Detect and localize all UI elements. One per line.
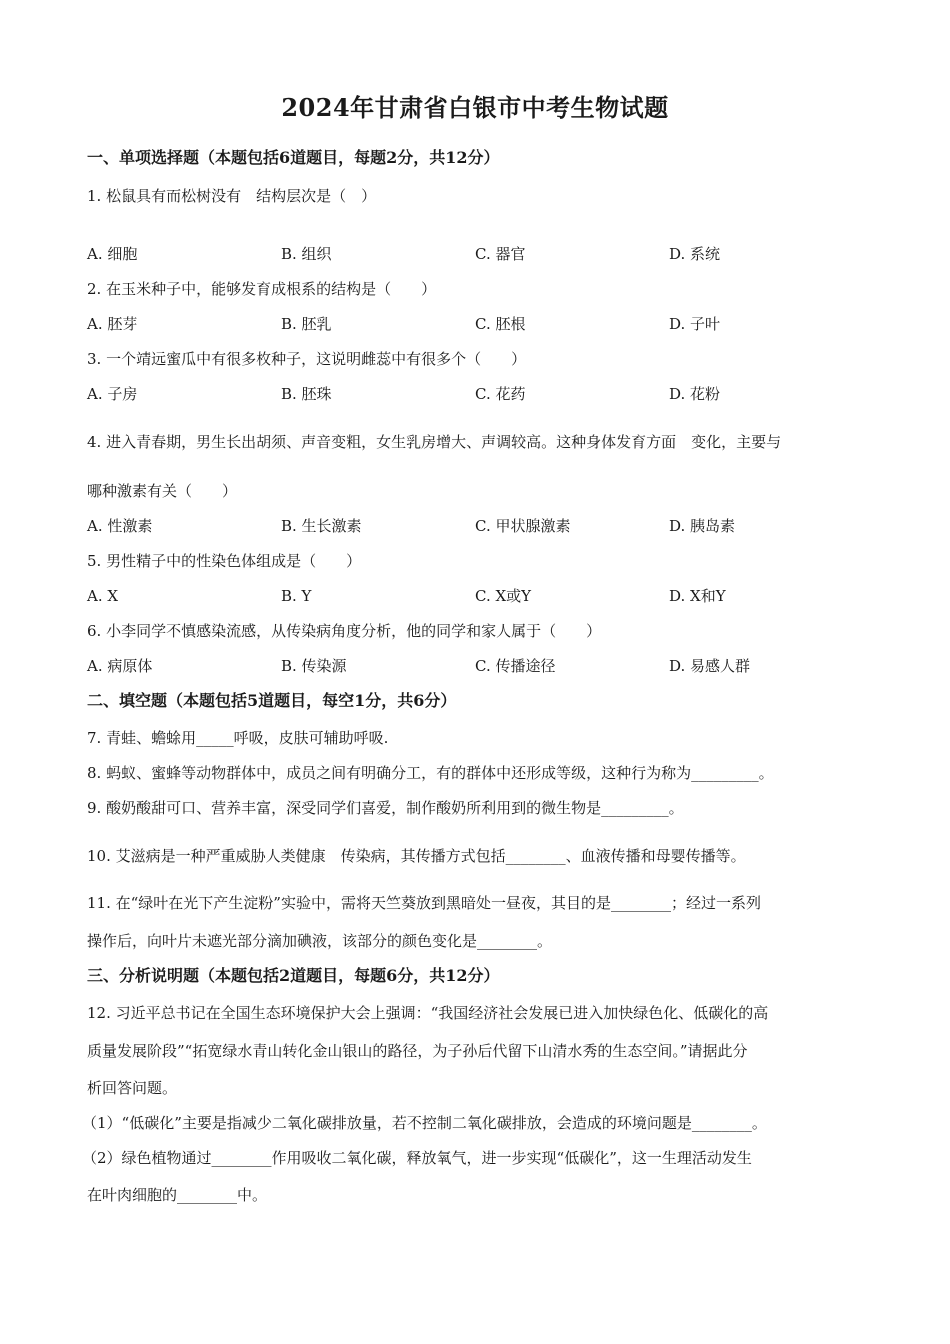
q2-option-c: C. 胚根 [475, 315, 526, 333]
question-11-line-1: 11. 在“绿叶在光下产生淀粉”实验中，需将天竺葵放到黑暗处一昼夜，其目的是________；经过一系列 [87, 894, 761, 912]
q6-option-c: C. 传播途径 [475, 657, 556, 675]
q4-option-a: A. 性激素 [87, 517, 153, 535]
q6-option-d: D. 易感人群 [669, 657, 751, 675]
q1-option-a: A. 细胞 [87, 245, 138, 263]
question-7: 7. 青蛙、蟾蜍用_____呼吸，皮肤可辅助呼吸. [87, 729, 389, 747]
q5-option-c: C. X或Y [475, 587, 532, 605]
q4-option-d: D. 胰岛素 [669, 517, 736, 535]
q2-option-a: A. 胚芽 [87, 315, 138, 333]
q5-option-b: B. Y [281, 587, 312, 605]
question-5-stem: 5. 男性精子中的性染色体组成是（ ） [87, 552, 362, 570]
page-title: 2024年甘肃省白银市中考生物试题 [281, 93, 669, 122]
question-1-stem: 1. 松鼠具有而松树没有 结构层次是（ ） [87, 187, 377, 205]
question-12-line-2: 质量发展阶段”“拓宽绿水青山转化金山银山的路径，为子孙后代留下山清水秀的生态空间。”请据此分 [87, 1042, 748, 1060]
question-4-stem-line-1: 4. 进入青春期，男生长出胡须、声音变粗，女生乳房增大、声调较高。这种身体发育方面 变化，主要与 [87, 433, 782, 451]
q3-option-b: B. 胚珠 [281, 385, 332, 403]
question-2-stem: 2. 在玉米种子中，能够发育成根系的结构是（ ） [87, 280, 437, 298]
question-4-stem-line-2: 哪种激素有关（ ） [87, 482, 238, 500]
q5-option-d: D. X和Y [669, 587, 726, 605]
question-12-line-1: 12. 习近平总书记在全国生态环境保护大会上强调：“我国经济社会发展已进入加快绿色化、低碳化的高 [87, 1004, 769, 1022]
question-12-line-3: 析回答问题。 [87, 1079, 178, 1097]
q1-option-b: B. 组织 [281, 245, 332, 263]
question-12-part-2-line-1: （2）绿色植物通过________作用吸收二氧化碳，释放氧气，进一步实现“低碳化”，这一生理活动发生 [82, 1149, 752, 1167]
question-9: 9. 酸奶酸甜可口、营养丰富，深受同学们喜爱，制作酸奶所利用到的微生物是_________。 [87, 799, 684, 817]
q4-option-b: B. 生长激素 [281, 517, 362, 535]
q5-option-a: A. X [87, 587, 119, 605]
q3-option-a: A. 子房 [87, 385, 138, 403]
question-8: 8. 蚂蚁、蜜蜂等动物群体中，成员之间有明确分工，有的群体中还形成等级，这种行为称为_________。 [87, 764, 774, 782]
q6-option-b: B. 传染源 [281, 657, 347, 675]
section-heading-1: 一、单项选择题（本题包括6道题目，每题2分，共12分） [87, 148, 500, 167]
q3-option-d: D. 花粉 [669, 385, 721, 403]
section-heading-2: 二、填空题（本题包括5道题目，每空1分，共6分） [87, 691, 457, 710]
section-heading-3: 三、分析说明题（本题包括2道题目，每题6分，共12分） [87, 966, 500, 985]
question-12-part-1: （1）“低碳化”主要是指减少二氧化碳排放量，若不控制二氧化碳排放，会造成的环境问题是________。 [82, 1114, 767, 1132]
q1-option-d: D. 系统 [669, 245, 721, 263]
q1-option-c: C. 器官 [475, 245, 526, 263]
question-10: 10. 艾滋病是一种严重威胁人类健康 传染病，其传播方式包括________、血液传播和母婴传播等。 [87, 847, 746, 865]
q2-option-d: D. 子叶 [669, 315, 721, 333]
question-12-part-2-line-2: 在叶肉细胞的________中。 [87, 1186, 268, 1204]
q6-option-a: A. 病原体 [87, 657, 153, 675]
question-3-stem: 3. 一个靖远蜜瓜中有很多枚种子，这说明雌蕊中有很多个（ ） [87, 350, 527, 368]
q4-option-c: C. 甲状腺激素 [475, 517, 571, 535]
question-6-stem: 6. 小李同学不慎感染流感，从传染病角度分析，他的同学和家人属于（ ） [87, 622, 602, 640]
q2-option-b: B. 胚乳 [281, 315, 332, 333]
question-11-line-2: 操作后，向叶片未遮光部分滴加碘液，该部分的颜色变化是________。 [87, 932, 553, 950]
q3-option-c: C. 花药 [475, 385, 526, 403]
